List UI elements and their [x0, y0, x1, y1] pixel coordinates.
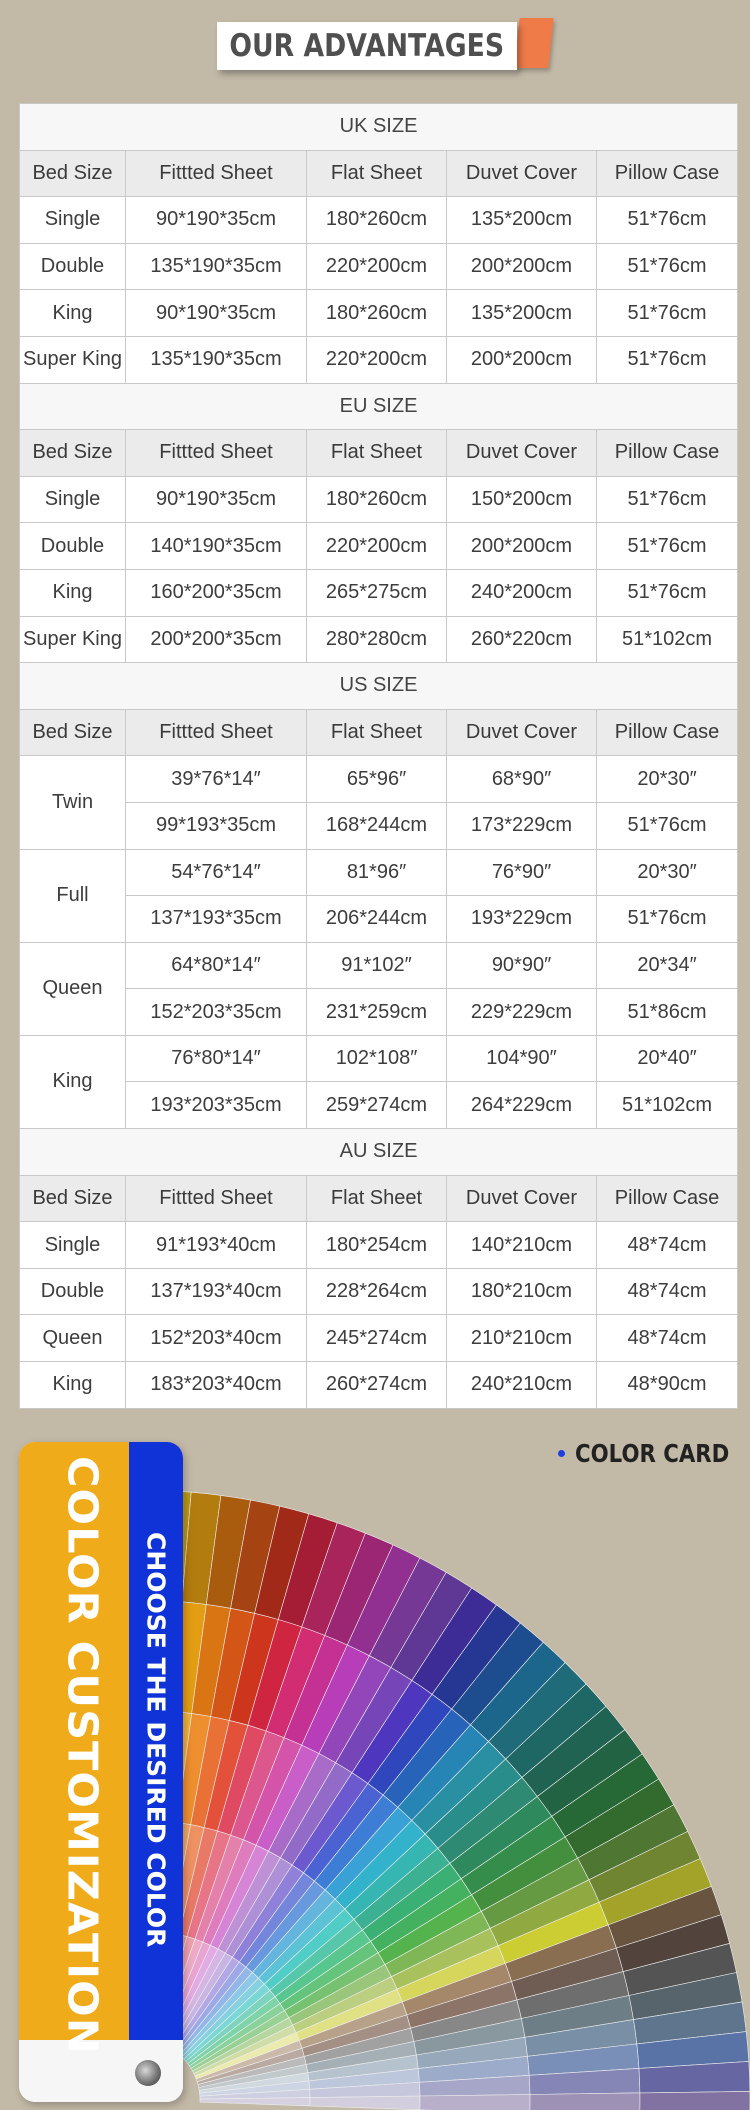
table-cell: 51*76cm [597, 523, 738, 570]
table-cell: 51*76cm [597, 243, 738, 290]
swatch-segment [310, 2096, 420, 2110]
table-cell: 91*102″ [307, 942, 447, 989]
swatch-segment [530, 2093, 640, 2110]
table-cell: 228*264cm [307, 1268, 447, 1315]
table-row [20, 756, 738, 803]
table-cell: 180*260cm [307, 197, 447, 244]
table-cell: 140*210cm [447, 1222, 597, 1269]
table-header-row [20, 430, 738, 477]
table-cell: 260*220cm [447, 616, 597, 663]
column-header: Duvet Cover [447, 430, 597, 477]
table-cell: 240*210cm [447, 1362, 597, 1409]
section-title: EU SIZE [20, 383, 738, 430]
table-cell: 135*200cm [447, 290, 597, 337]
column-header: Fittted Sheet [126, 1175, 307, 1222]
table-cell: 51*76cm [597, 476, 738, 523]
table-cell: 264*229cm [447, 1082, 597, 1129]
table-cell: 104*90″ [447, 1035, 597, 1082]
column-header: Bed Size [20, 709, 126, 756]
table-row [20, 1362, 738, 1409]
table-row [20, 336, 738, 383]
table-cell: 20*34″ [597, 942, 738, 989]
table-cell: 168*244cm [307, 802, 447, 849]
table-cell: 240*200cm [447, 569, 597, 616]
table-cell: 76*90″ [447, 849, 597, 896]
table-cell: 220*200cm [307, 523, 447, 570]
table-row [20, 896, 738, 943]
table-cell: 51*76cm [597, 197, 738, 244]
bed-size-cell: Queen [20, 942, 126, 1035]
table-cell: 99*193*35cm [126, 802, 307, 849]
table-cell: 180*260cm [307, 476, 447, 523]
table-cell: 65*96″ [307, 756, 447, 803]
table-cell: 200*200cm [447, 523, 597, 570]
table-cell: Single [20, 476, 126, 523]
color-swatch-fan [100, 1440, 750, 2110]
banner-title: OUR ADVANTAGES [229, 28, 505, 64]
table-cell: 137*193*40cm [126, 1268, 307, 1315]
table-cell: 160*200*35cm [126, 569, 307, 616]
swatch-segment [420, 2095, 530, 2110]
table-row [20, 523, 738, 570]
table-row [20, 476, 738, 523]
section-title-row [20, 104, 738, 151]
table-cell: 231*259cm [307, 989, 447, 1036]
table-row [20, 989, 738, 1036]
table-cell: 48*74cm [597, 1268, 738, 1315]
table-cell: 48*74cm [597, 1222, 738, 1269]
table-row [20, 1035, 738, 1082]
size-table [19, 103, 738, 1409]
size-table-body [20, 104, 738, 1409]
column-header: Duvet Cover [447, 150, 597, 197]
table-row [20, 849, 738, 896]
table-cell: 260*274cm [307, 1362, 447, 1409]
table-cell: 135*190*35cm [126, 336, 307, 383]
column-header: Bed Size [20, 1175, 126, 1222]
table-cell: 265*275cm [307, 569, 447, 616]
color-customization-title: COLOR CUSTOMIZATION [58, 1456, 106, 2055]
table-header-row [20, 709, 738, 756]
table-cell: 90*90″ [447, 942, 597, 989]
table-cell: 173*229cm [447, 802, 597, 849]
table-cell: King [20, 290, 126, 337]
column-header: Fittted Sheet [126, 709, 307, 756]
section-title: UK SIZE [20, 104, 738, 151]
section-title: AU SIZE [20, 1129, 738, 1176]
table-cell: 76*80*14″ [126, 1035, 307, 1082]
table-row [20, 1082, 738, 1129]
table-cell: 90*190*35cm [126, 476, 307, 523]
table-cell: 152*203*35cm [126, 989, 307, 1036]
bed-size-cell: King [20, 1035, 126, 1128]
table-cell: 135*200cm [447, 197, 597, 244]
table-cell: Single [20, 197, 126, 244]
table-cell: 183*203*40cm [126, 1362, 307, 1409]
table-cell: 193*229cm [447, 896, 597, 943]
table-cell: 51*76cm [597, 569, 738, 616]
table-header-row [20, 1175, 738, 1222]
column-header: Pillow Case [597, 430, 738, 477]
table-row [20, 243, 738, 290]
column-header: Flat Sheet [307, 430, 447, 477]
bed-size-cell: Full [20, 849, 126, 942]
table-cell: 206*244cm [307, 896, 447, 943]
table-cell: 193*203*35cm [126, 1082, 307, 1129]
table-row [20, 1268, 738, 1315]
table-cell: 150*200cm [447, 476, 597, 523]
table-cell: 229*229cm [447, 989, 597, 1036]
column-header: Flat Sheet [307, 1175, 447, 1222]
table-cell: Single [20, 1222, 126, 1269]
section-title-row [20, 383, 738, 430]
column-header: Pillow Case [597, 1175, 738, 1222]
size-tables [19, 103, 737, 1409]
table-row [20, 1222, 738, 1269]
table-cell: 51*86cm [597, 989, 738, 1036]
rivet-icon [135, 2060, 161, 2086]
table-cell: 280*280cm [307, 616, 447, 663]
table-cell: 51*76cm [597, 336, 738, 383]
table-cell: 180*254cm [307, 1222, 447, 1269]
column-header: Duvet Cover [447, 709, 597, 756]
column-header: Bed Size [20, 430, 126, 477]
column-header: Duvet Cover [447, 1175, 597, 1222]
column-header: Fittted Sheet [126, 150, 307, 197]
table-cell: 152*203*40cm [126, 1315, 307, 1362]
choose-color-subtitle: CHOOSE THE DESIRED COLOR [141, 1532, 171, 1948]
table-cell: 210*210cm [447, 1315, 597, 1362]
banner-box [217, 22, 517, 70]
table-row [20, 290, 738, 337]
table-cell: 68*90″ [447, 756, 597, 803]
table-cell: 51*76cm [597, 290, 738, 337]
table-cell: 54*76*14″ [126, 849, 307, 896]
table-cell: King [20, 1362, 126, 1409]
table-cell: 102*108″ [307, 1035, 447, 1082]
table-cell: Super King [20, 336, 126, 383]
table-cell: Double [20, 243, 126, 290]
table-cell: 51*76cm [597, 802, 738, 849]
table-cell: 135*190*35cm [126, 243, 307, 290]
column-header: Pillow Case [597, 709, 738, 756]
table-cell: 48*74cm [597, 1315, 738, 1362]
table-row [20, 569, 738, 616]
color-customization-card [19, 1442, 183, 2102]
advantages-banner [217, 18, 549, 70]
table-row [20, 616, 738, 663]
table-cell: 259*274cm [307, 1082, 447, 1129]
section-title-row [20, 663, 738, 710]
table-cell: 200*200cm [447, 243, 597, 290]
table-cell: 137*193*35cm [126, 896, 307, 943]
table-cell: 81*96″ [307, 849, 447, 896]
column-header: Bed Size [20, 150, 126, 197]
table-cell: 180*260cm [307, 290, 447, 337]
table-cell: 220*200cm [307, 336, 447, 383]
table-cell: 51*102cm [597, 616, 738, 663]
color-card-text: COLOR CARD [575, 1439, 730, 1468]
table-cell: Double [20, 1268, 126, 1315]
bed-size-cell: Twin [20, 756, 126, 849]
column-header: Pillow Case [597, 150, 738, 197]
table-cell: 200*200cm [447, 336, 597, 383]
table-cell: 51*76cm [597, 896, 738, 943]
column-header: Flat Sheet [307, 709, 447, 756]
table-cell: Super King [20, 616, 126, 663]
table-cell: 90*190*35cm [126, 197, 307, 244]
table-cell: 39*76*14″ [126, 756, 307, 803]
table-cell: 140*190*35cm [126, 523, 307, 570]
table-cell: Queen [20, 1315, 126, 1362]
table-cell: King [20, 569, 126, 616]
table-cell: 64*80*14″ [126, 942, 307, 989]
section-title-row [20, 1129, 738, 1176]
column-header: Flat Sheet [307, 150, 447, 197]
table-cell: 48*90cm [597, 1362, 738, 1409]
table-cell: 245*274cm [307, 1315, 447, 1362]
table-cell: 20*30″ [597, 849, 738, 896]
table-cell: 20*40″ [597, 1035, 738, 1082]
table-cell: 90*190*35cm [126, 290, 307, 337]
swatch-segment [200, 2098, 310, 2106]
table-row [20, 942, 738, 989]
table-cell: 180*210cm [447, 1268, 597, 1315]
table-cell: 91*193*40cm [126, 1222, 307, 1269]
table-row [20, 1315, 738, 1362]
table-cell: 20*30″ [597, 756, 738, 803]
banner-accent-tab [514, 18, 553, 68]
table-header-row [20, 150, 738, 197]
section-title: US SIZE [20, 663, 738, 710]
table-row [20, 802, 738, 849]
swatch-segment [640, 2091, 750, 2110]
table-cell: Double [20, 523, 126, 570]
table-cell: 51*102cm [597, 1082, 738, 1129]
table-cell: 200*200*35cm [126, 616, 307, 663]
table-cell: 220*200cm [307, 243, 447, 290]
table-row [20, 197, 738, 244]
column-header: Fittted Sheet [126, 430, 307, 477]
